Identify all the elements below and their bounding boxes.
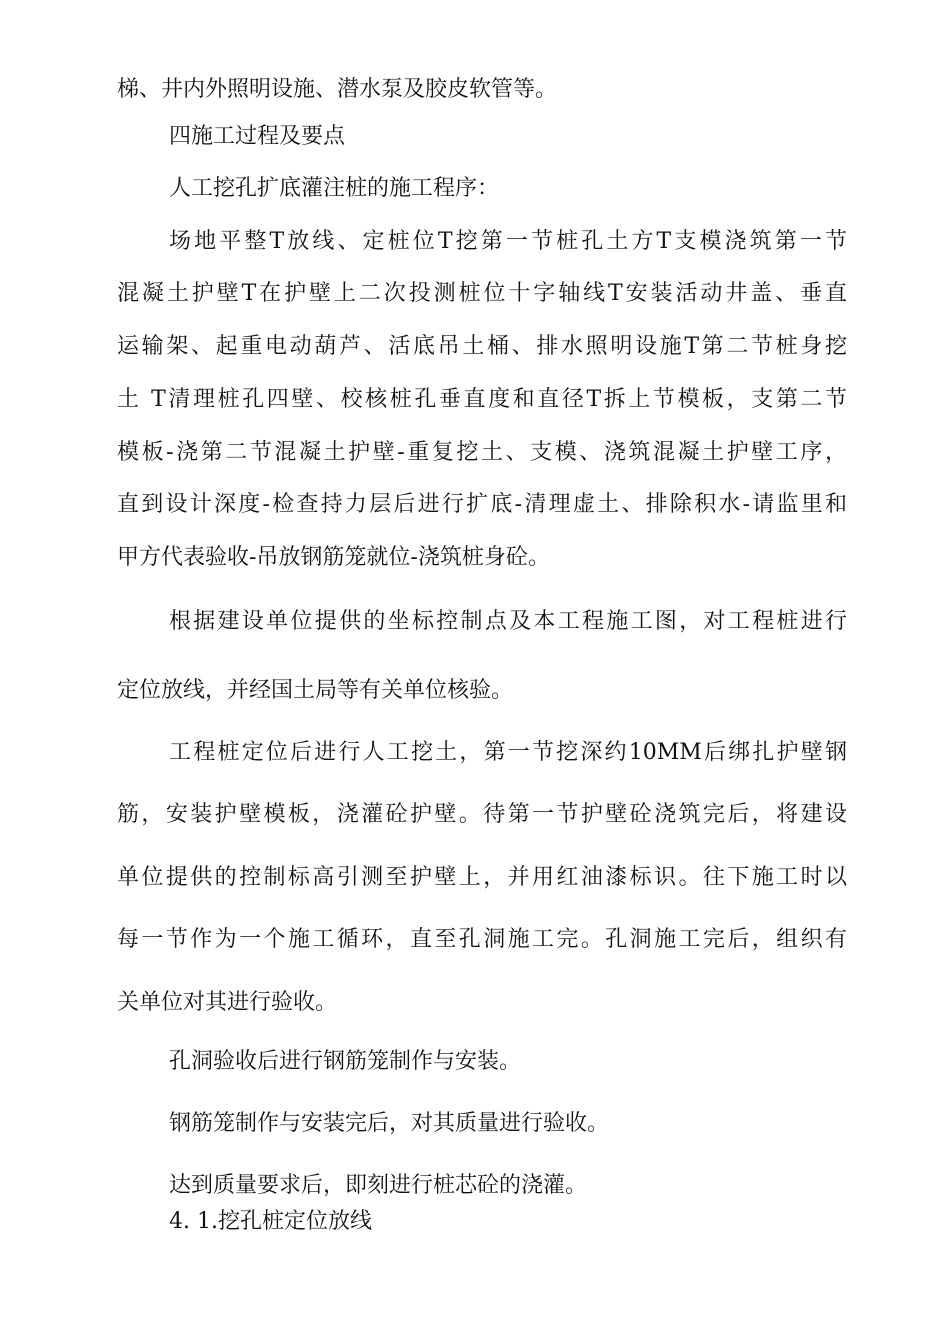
text-line: 筋，安装护壁模板，浇灌砼护壁。待第一节护壁砼浇筑完后，将建设: [117, 802, 847, 827]
text-line: 根据建设单位提供的坐标控制点及本工程施工图，对工程桩进行: [169, 609, 847, 634]
text-line: 甲方代表验收-吊放钢筋笼就位-浇筑桩身砼。: [117, 545, 550, 570]
text-line: 模板-浇第二节混凝土护壁-重复挖土、支模、浇筑混凝土护壁工序，: [117, 440, 847, 465]
section-heading: 四施工过程及要点: [169, 124, 346, 149]
text-line: 土 T清理桩孔四壁、校核桩孔垂直度和直径T拆上节模板，支第二节: [117, 387, 847, 412]
text-line: 每一节作为一个施工循环，直至孔洞施工完。孔洞施工完后，组织有: [117, 927, 847, 952]
text-line: 梯、井内外照明设施、潜水泵及胶皮软管等。: [117, 77, 558, 102]
text-line: 单位提供的控制标高引测至护壁上，并用红油漆标识。往下施工时以: [117, 865, 847, 890]
text-line: 关单位对其进行验收。: [117, 990, 338, 1015]
text-line: 达到质量要求后，即刻进行桩芯砼的浇灌。: [169, 1173, 588, 1198]
text-line: 孔洞验收后进行钢筋笼制作与安装。: [169, 1049, 522, 1074]
text-line: 定位放线，并经国土局等有关单位核验。: [117, 678, 514, 703]
text-line: 场地平整T放线、定桩位T挖第一节桩孔土方T支模浇筑第一节: [169, 229, 847, 254]
text-line: 运输架、起重电动葫芦、活底吊土桶、排水照明设施T第二节桩身挖: [117, 334, 847, 359]
text-line: 混凝土护壁T在护壁上二次投测桩位十字轴线T安装活动井盖、垂直: [117, 281, 847, 306]
text-line: 人工挖孔扩底灌注桩的施工程序：: [169, 176, 500, 201]
text-line: 工程桩定位后进行人工挖土，第一节挖深约10MM后绑扎护壁钢: [169, 740, 847, 765]
text-line: 钢筋笼制作与安装完后，对其质量进行验收。: [169, 1111, 610, 1136]
text-line: 直到设计深度-检查持力层后进行扩底-清理虚土、排除积水-请监里和: [117, 492, 847, 517]
subsection-heading: 4. 1.挖孔桩定位放线: [169, 1209, 372, 1234]
